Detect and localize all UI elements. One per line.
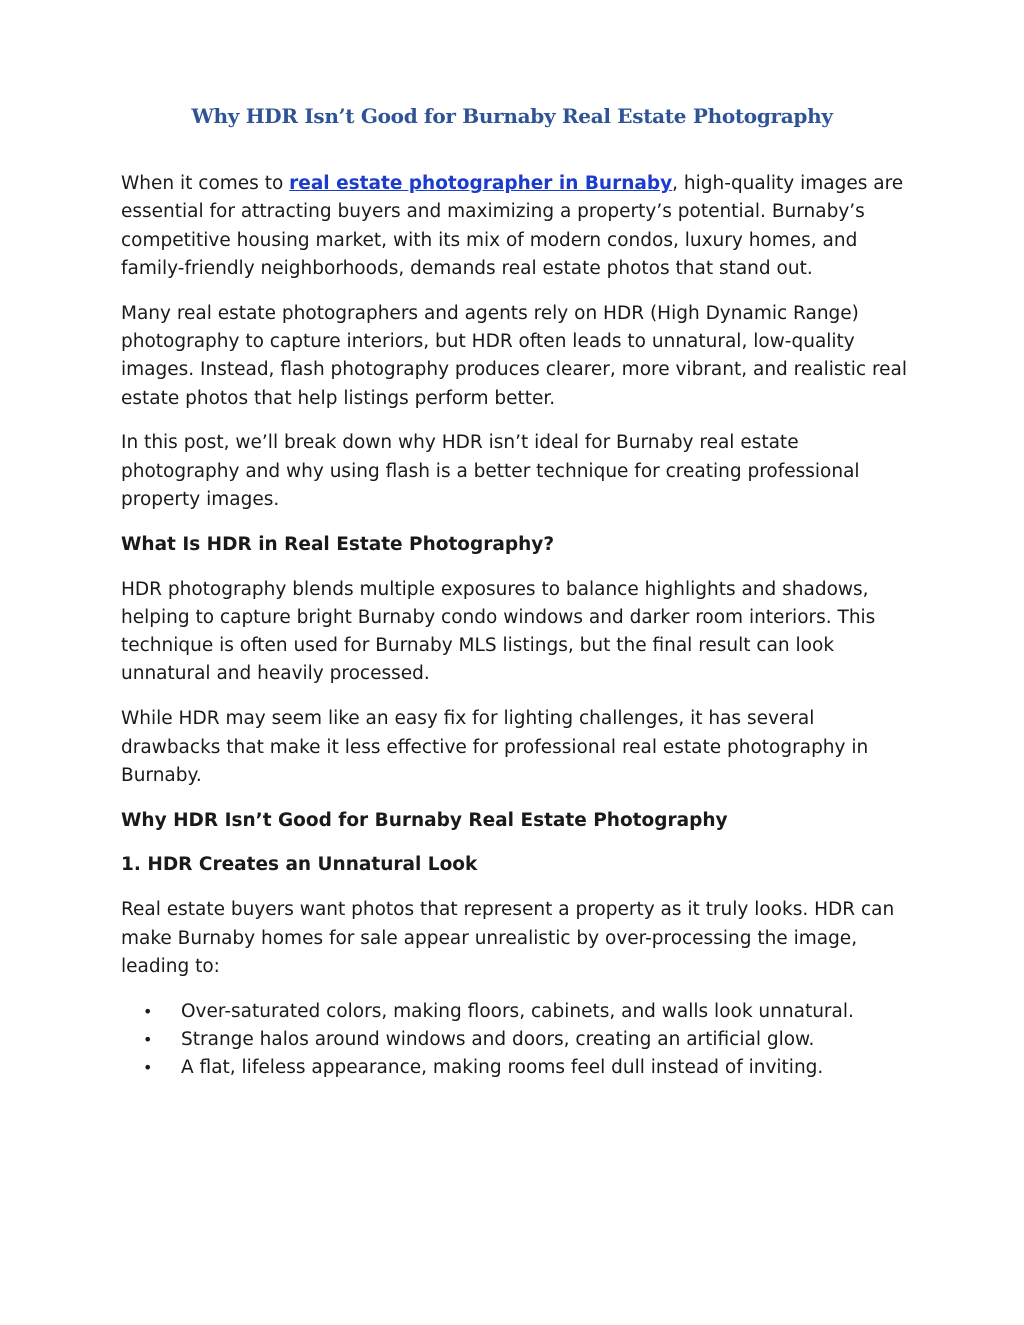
document-body <box>121 170 911 1083</box>
intro-paragraph <box>121 170 911 283</box>
photographer-link[interactable]: real estate photographer in Burnaby <box>289 173 673 194</box>
intro-text-before-link: When it comes to <box>121 173 290 194</box>
heading-unnatural-look: 1. HDR Creates an Unnatural Look <box>121 854 478 876</box>
paragraph-post-overview: In this post, we’ll break down why HDR isn’t ideal for Burnaby real estate photography and why using flash is a better technique for creating professional property images. <box>121 432 860 510</box>
list-item <box>121 1054 911 1082</box>
heading-what-is-hdr: What Is HDR in Real Estate Photography? <box>121 533 555 555</box>
paragraph-buyers-want: Real estate buyers want photos that represent a property as it truly looks. HDR can make Burnaby homes for sale appear unrealistic by over-processing the image, leading to: <box>121 899 895 977</box>
bullet-icon: • <box>143 1058 153 1078</box>
list-item <box>121 1026 911 1054</box>
list-item-text: A flat, lifeless appearance, making rooms feel dull instead of inviting. <box>181 1057 824 1079</box>
paragraph-hdr-reliance: Many real estate photographers and agents rely on HDR (High Dynamic Range) photography to capture interiors, but HDR often leads to unnatural, low-quality images. Instead, flash photography produces clearer, more vibrant, and realistic real estate photos that help listings perform better. <box>121 302 908 409</box>
bullet-icon: • <box>143 1001 153 1021</box>
list-item <box>121 998 911 1026</box>
paragraph-hdr-definition: HDR photography blends multiple exposures to balance highlights and shadows, helping to capture bright Burnaby condo windows and darker room interiors. This technique is often used for Burnaby MLS listings, but the final result can look unnatural and heavily processed. <box>121 578 876 685</box>
bullet-icon: • <box>143 1029 153 1049</box>
document-title: Why HDR Isn’t Good for Burnaby Real Estate Photography <box>191 104 833 128</box>
hdr-issues-list <box>121 998 911 1083</box>
heading-why-hdr-not-good: Why HDR Isn’t Good for Burnaby Real Estate Photography <box>121 809 728 831</box>
paragraph-hdr-drawbacks: While HDR may seem like an easy fix for lighting challenges, it has several drawbacks that make it less effective for professional real estate photography in Burnaby. <box>121 708 869 786</box>
list-item-text: Over-saturated colors, making floors, cabinets, and walls look unnatural. <box>181 1000 854 1022</box>
list-item-text: Strange halos around windows and doors, creating an artificial glow. <box>181 1028 815 1050</box>
intro-text-after-link: , high-quality images are essential for attracting buyers and maximizing a property’s potential. Burnaby’s competitive housing market, with its mix of modern condos, luxury homes, and family-friendly neighborhoods, demands real estate photos that stand out. <box>121 173 904 279</box>
